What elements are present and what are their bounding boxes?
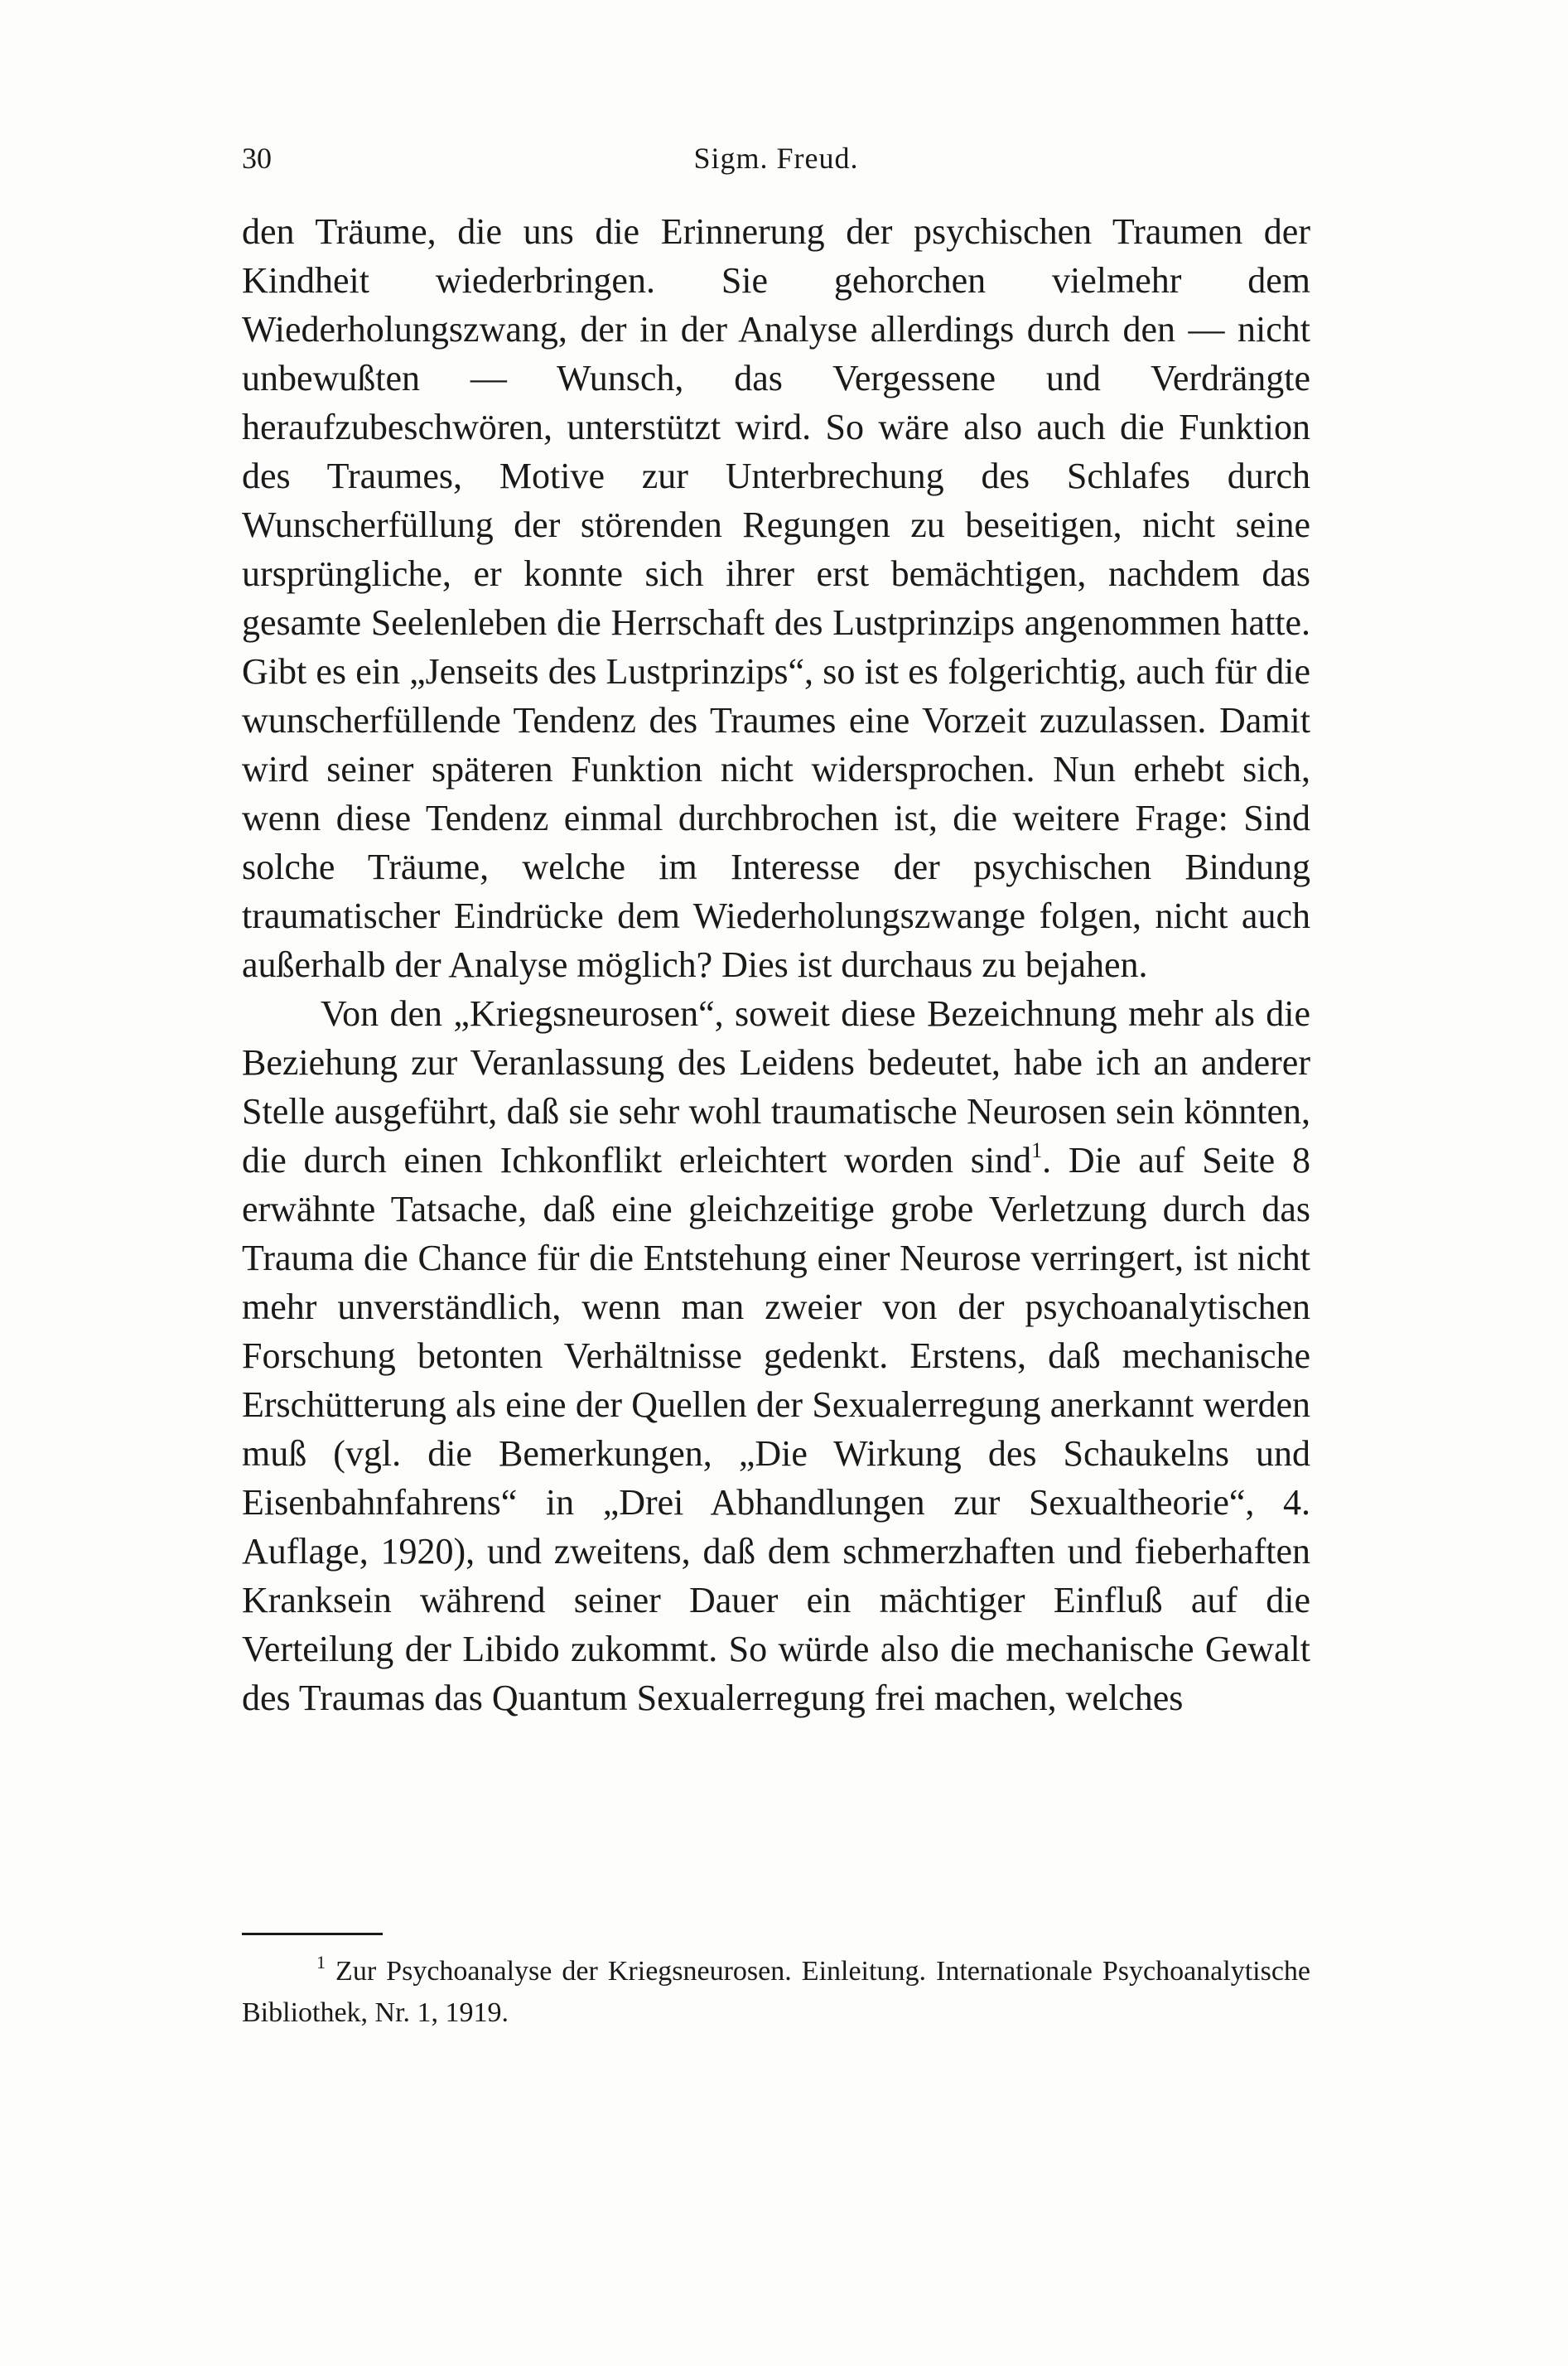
running-head: Sigm. Freud. <box>693 142 859 175</box>
footnote-marker: 1 <box>316 1952 326 1972</box>
footnote-text: Zur Psychoanalyse der Kriegsneurosen. Einleitung. Internationale Psychoanalytische Bibliothek, Nr. 1, 1919. <box>242 1956 1310 2028</box>
footnote <box>242 1951 1310 2034</box>
paragraph-text: . Die auf Seite 8 erwähnte Tatsache, daß eine gleichzeitige grobe Verletzung durch das Trauma die Chance für die Entstehung einer Neurose verringert, ist nicht mehr unverständlich, wenn man zweier von der psychoanalytischen Forschung betonten Verhältnisse gedenkt. Erstens, daß mechanische Erschütterung als eine der Quellen der Sexualerregung anerkannt werden muß (vgl. die Bemerkungen, „Die Wirkung des Schaukelns und Eisenbahnfahrens“ in „Drei Abhandlungen zur Sexualtheorie“, 4. Auflage, 1920), und zweitens, daß dem schmerzhaften und fieberhaften Kranksein während seiner Dauer ein mächtiger Einfluß auf die Verteilung der Libido zukommt. So würde also die mechanische Gewalt des Traumas das Quantum Sexualerregung frei machen, welches <box>242 1140 1310 1718</box>
footnotes <box>242 1951 1310 2034</box>
footnote-reference[interactable]: 1 <box>1031 1138 1043 1162</box>
body-text <box>242 207 1310 1722</box>
paragraph <box>242 989 1310 1722</box>
paragraph: den Träume, die uns die Erinnerung der psychischen Traumen der Kindheit wiederbringen. Sie gehorchen vielmehr dem Wiederholungszwang, der in der Analyse allerdings durch den — nicht unbewußten — Wunsch, das Vergessene und Verdrängte heraufzubeschwören, unterstützt wird. So wäre also auch die Funktion des Traumes, Motive zur Unterbrechung des Schlafes durch Wunscherfüllung der störenden Regungen zu beseitigen, nicht seine ursprüngliche, er konnte sich ihrer erst bemächtigen, nachdem das gesamte Seelenleben die Herrschaft des Lustprinzips angenommen hatte. Gibt es ein „Jenseits des Lustprinzips“, so ist es folgerichtig, auch für die wunscherfüllende Tendenz des Traumes eine Vorzeit zuzulassen. Damit wird seiner späteren Funktion nicht widersprochen. Nun erhebt sich, wenn diese Tendenz einmal durchbrochen ist, die weitere Frage: Sind solche Träume, welche im Interesse der psychischen Bindung traumatischer Eindrücke dem Wiederholungszwange folgen, nicht auch außerhalb der Analyse möglich? Dies ist durchaus zu bejahen. <box>242 211 1310 985</box>
paragraph-text: Von den „Kriegsneurosen“, soweit diese Bezeichnung mehr als die Beziehung zur Veranlassung des Leidens bedeutet, habe ich an anderer Stelle ausgeführt, daß sie sehr wohl traumatische Neurosen sein könnten, die durch einen Ichkonflikt erleichtert worden sind <box>242 993 1310 1181</box>
page-number: 30 <box>242 142 272 175</box>
footnote-divider <box>242 1933 383 1935</box>
page-header <box>242 141 1310 182</box>
